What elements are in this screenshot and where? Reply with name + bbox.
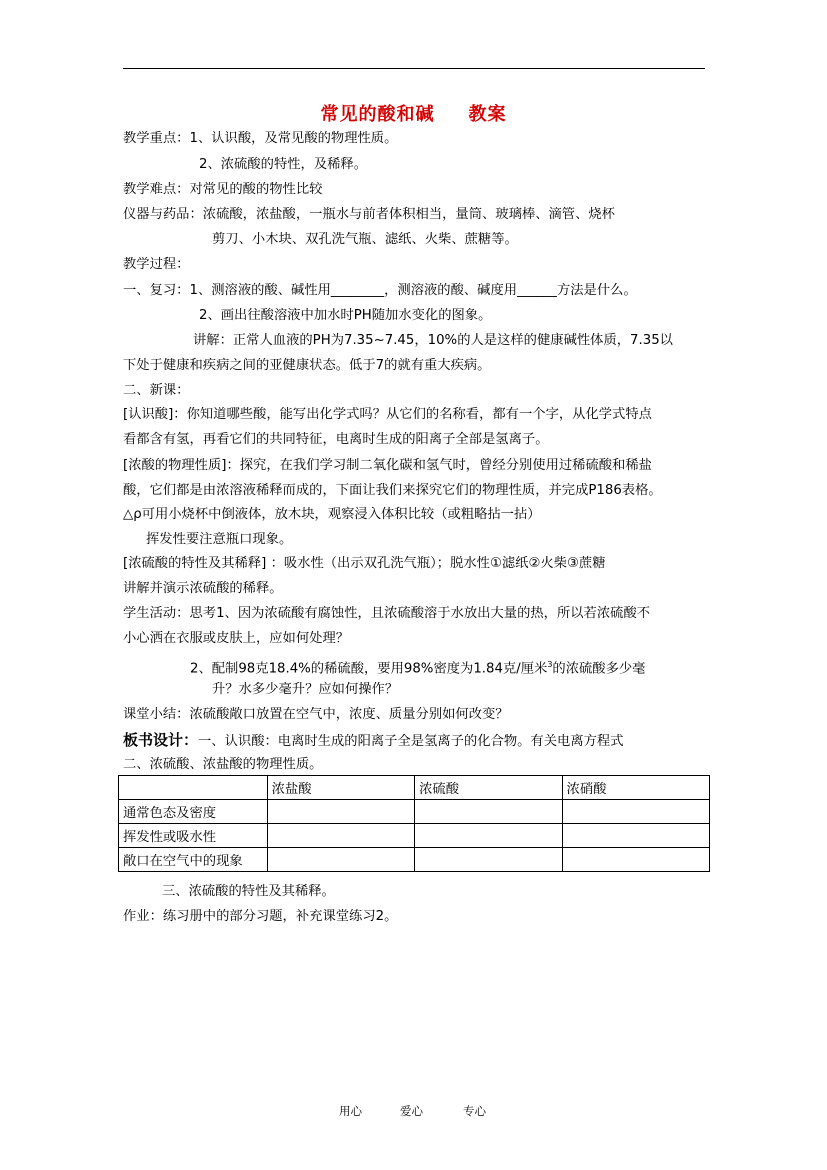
explain-line-2: 下处于健康和疾病之间的亚健康状态。低于7的就有重大疾病。 [123, 358, 491, 373]
acid-intro-line-2: 看都含有氢，再看它们的共同特征，电离时生成的阳离子全部是氢离子。 [123, 432, 549, 447]
table-header-cell: 浓盐酸 [267, 776, 414, 800]
activity-line-4: 升？水多少毫升？应如何操作？ [212, 682, 399, 697]
physical-props-line-2: 酸，它们都是由浓溶液稀释而成的，下面让我们来探究它们的物理性质，并完成P186表格。 [123, 483, 662, 498]
table-cell: 挥发性或吸水性 [119, 824, 268, 848]
table-row [119, 848, 710, 872]
table-header-cell [119, 776, 268, 800]
volatility-note-line: 挥发性要注意瓶口现象。 [146, 532, 293, 547]
table-header-cell: 浓硝酸 [562, 776, 709, 800]
table-cell [562, 800, 709, 824]
title-suffix: 教案 [468, 104, 507, 125]
board-design-text: 一、认识酸：电离时生成的阳离子全是氢离子的化合物。有关电离方程式 [198, 734, 624, 749]
process-heading: 教学过程： [123, 257, 190, 272]
acid-intro-line-1: [认识酸]：你知道哪些酸，能写出化学式吗？从它们的名称看，都有一个字，从化学式特点 [123, 407, 652, 422]
table-cell [562, 848, 709, 872]
cubic-superscript: 3 [547, 660, 553, 669]
explain-line-1: 讲解：正常人血液的PH为7.35~7.45，10%的人是这样的健康碱性体质，7.35以 [193, 333, 673, 348]
table-cell [267, 848, 414, 872]
review-line-2: 2、画出往酸溶液中加水时PH随加水变化的图象。 [199, 308, 492, 323]
dilution-demo-line: 讲解并演示浓硫酸的稀释。 [123, 581, 283, 596]
table-cell [415, 824, 562, 848]
board-design-line-2: 二、浓硫酸、浓盐酸的物理性质。 [123, 757, 323, 772]
board-design-line [123, 731, 624, 751]
materials-line-2: 剪刀、小木块、双孔洗气瓶、滤纸、火柴、蔗糖等。 [212, 232, 518, 247]
table-row [119, 800, 710, 824]
review-line-1: 一、复习：1、测溶液的酸、碱性用________，测溶液的酸、碱度用______方法是什么。 [123, 283, 637, 298]
table-cell [267, 824, 414, 848]
table-cell [415, 800, 562, 824]
table-cell [267, 800, 414, 824]
acid-properties-table [118, 775, 710, 872]
table-header-cell: 浓硫酸 [415, 776, 562, 800]
table-cell: 敞口在空气中的现象 [119, 848, 268, 872]
table-cell: 通常色态及密度 [119, 800, 268, 824]
table-row [119, 824, 710, 848]
footer-text-2: 爱心 [400, 1104, 423, 1118]
table-header-row [119, 776, 710, 800]
key-points-line-2: 2、浓硫酸的特性，及稀释。 [199, 157, 368, 172]
board-design-line-3: 三、浓硫酸的特性及其稀释。 [162, 884, 335, 899]
activity-line-3b: 的浓硫酸多少毫 [552, 661, 646, 677]
summary-line: 课堂小结：浓硫酸敞口放置在空气中，浓度、质量分别如何改变？ [123, 707, 509, 722]
page-title [0, 100, 827, 126]
sulfuric-props-line: [浓硫酸的特性及其稀释] ：吸水性（出示双孔洗气瓶）；脱水性①滤纸②火柴③蔗糖 [123, 556, 606, 571]
footer-text-3: 专心 [463, 1104, 486, 1118]
footer-text-1: 用心 [339, 1104, 362, 1118]
key-points-line: 教学重点：1、认识酸，及常见酸的物理性质。 [123, 131, 398, 146]
activity-line-1: 学生活动：思考1、因为浓硫酸有腐蚀性，且浓硫酸溶于水放出大量的热，所以若浓硫酸不 [123, 606, 651, 621]
density-note-line: △ρ可用小烧杯中倒液体，放木块，观察浸入体积比较（或粗略拈一拈） [123, 507, 541, 522]
difficulty-line: 教学难点：对常见的酸的物性比较 [123, 182, 323, 197]
board-design-lead: 板书设计： [123, 731, 199, 749]
header-rule [123, 68, 705, 69]
activity-line-2: 小心洒在衣服或皮肤上，应如何处理？ [123, 631, 350, 646]
table-cell [415, 848, 562, 872]
title-main: 常见的酸和碱 [320, 104, 435, 125]
activity-line-3 [190, 656, 645, 678]
homework-line: 作业：练习册中的部分习题，补充课堂练习2。 [123, 909, 398, 924]
new-lesson-heading: 二、新课： [123, 383, 190, 398]
activity-line-3a: 2、配制98克18.4%的稀硫酸，要用98%密度为1.84克/厘米 [190, 661, 548, 677]
materials-line: 仪器与药品：浓硫酸，浓盐酸，一瓶水与前者体积相当，量筒、玻璃棒、滴管、烧杯 [123, 207, 615, 222]
table-cell [562, 824, 709, 848]
physical-props-line-1: [浓酸的物理性质]：探究，在我们学习制二氧化碳和氢气时，曾经分别使用过稀硫酸和稀盐 [123, 458, 652, 473]
